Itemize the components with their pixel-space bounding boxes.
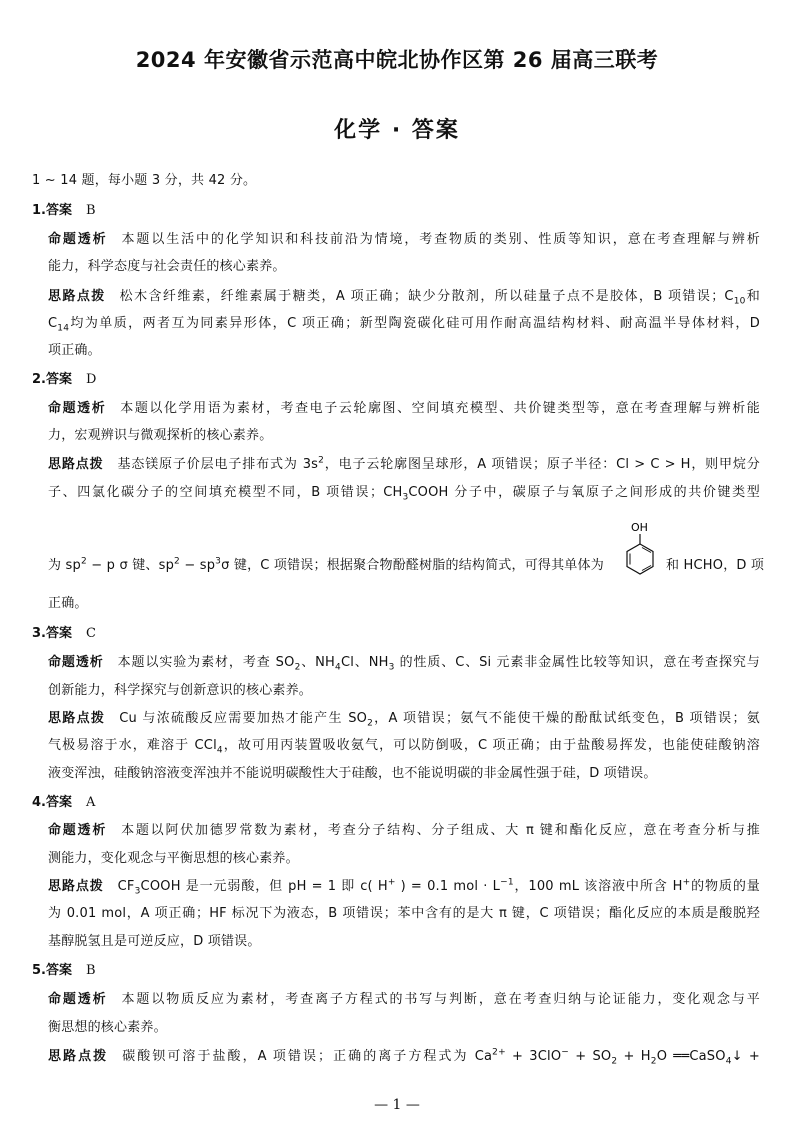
q4-answer-value: A xyxy=(86,795,96,810)
q5-hint-label: 思路点拨 xyxy=(48,1049,109,1064)
q1-hint-line-3: 项正确。 xyxy=(48,343,101,358)
q1-analysis-line-1: 命题透析 本题以生活中的化学知识和科技前沿为情境，考查物质的类别、性质等知识，意在考查理解与辨析 xyxy=(48,232,760,247)
q4-hint-line-3: 基醇脱氢且是可逆反应，D 项错误。 xyxy=(48,934,261,949)
q2-hint-line-3-tail: 和 HCHO，D 项 xyxy=(666,558,765,573)
q3-answer xyxy=(32,625,96,643)
q4-analysis-line-1: 命题透析 本题以阿伏加德罗常数为素材，考查分子结构、分子组成、大 π 键和酯化反应，意在考查分析与推 xyxy=(48,823,760,838)
q2-answer-value: D xyxy=(86,372,97,387)
q4-hint-line-1: 思路点拨 $CF_3COOH$ 是一元弱酸，但 pH = 1 即 c( H+ ) = 0.1 mol · $L^{-1}$，100 mL 该溶液中所含 H+的物质的量 xyxy=(48,877,760,897)
q5-hint-line-1: 思路点拨 碳酸钡可溶于盐酸，A 项错误；正确的离子方程式为 $Ca^{2+} + 3ClO^- + SO_2 + H_2O$ ══CaSO$_4$↓ + xyxy=(48,1047,760,1067)
q1-hint-line-2: $C_{14}$均为单质，两者互为同素异形体，C 项正确；新型陶瓷碳化硅可用作耐高温结构材料、耐高温半导体材料，D xyxy=(48,316,760,334)
page-subtitle: 化学 · 答案 xyxy=(334,118,460,143)
q2-hint-label: 思路点拨 xyxy=(48,457,104,472)
q1-answer xyxy=(32,202,96,220)
q3-hint-line-3: 液变浑浊，硅酸钠溶液变浑浊并不能说明碳酸性大于硅酸，也不能说明碳的非金属性强于硅，D 项错误。 xyxy=(48,766,657,781)
q4-answer-label: 答案 xyxy=(45,795,72,810)
q3-analysis-line-1: 命题透析 本题以实验为素材，考查 $SO_2$、$NH_4Cl$、$NH_3$ 的性质、C、Si 元素非金属性比较等知识，意在考查探究与 xyxy=(48,655,760,673)
q1-answer-label: 答案 xyxy=(45,203,72,218)
q4-hint-line-2: 为 0.01 mol，A 项正确；HF 标况下为液态，B 项错误；苯中含有的是大 π 键，C 项错误；酯化反应的本质是酸脱羟 xyxy=(48,906,760,921)
q2-answer-label: 答案 xyxy=(45,372,72,387)
q4-analysis-line-2: 测能力，变化观念与平衡思想的核心素养。 xyxy=(48,851,299,866)
q4-hint-label: 思路点拨 xyxy=(48,879,104,894)
q2-hint-line-3: 为 $sp^2 - p$ σ 键、$sp^2 - sp^3\sigma$ 键，C 项错误；根据聚合物酚醛树脂的结构简式，可得其单体为 xyxy=(48,556,604,573)
q4-answer xyxy=(32,794,95,812)
q5-answer-label: 答案 xyxy=(45,963,72,978)
page-title: 2024 年安徽省示范高中皖北协作区第 26 届高三联考 xyxy=(135,48,659,72)
q1-answer-value: B xyxy=(86,203,96,218)
q2-analysis-line-1: 命题透析 本题以化学用语为素材，考查电子云轮廓图、空间填充模型、共价键类型等，意在考查理解与辨析能 xyxy=(48,401,760,416)
q3-hint-line-1: 思路点拨 Cu 与浓硫酸反应需要加热才能产生 $SO_2$，A 项错误；氨气不能使干燥的酚酞试纸变色，B 项错误；氨 xyxy=(48,711,760,729)
q3-hint-label: 思路点拨 xyxy=(48,711,106,726)
intro-line: 1 ~ 14 题，每小题 3 分，共 42 分。 xyxy=(32,173,257,188)
q4-analysis-label: 命题透析 xyxy=(48,823,108,838)
q5-number: 5. xyxy=(32,963,46,978)
q3-hint-line-2: 气极易溶于水，难溶于 CCl$_4$，故可用丙装置吸收氨气，可以防倒吸，C 项正确；由于盐酸易挥发，也能使硅酸钠溶 xyxy=(48,738,761,756)
q3-answer-label: 答案 xyxy=(45,626,72,641)
q1-hint-label: 思路点拨 xyxy=(48,289,106,304)
q2-hint-line-1: 思路点拨 基态镁原子价层电子排布式为 $3s^2$，电子云轮廓图呈球形，A 项错误；原子半径：Cl > C > H，则甲烷分 xyxy=(48,455,760,472)
q5-answer xyxy=(32,962,96,980)
q2-number: 2. xyxy=(32,372,46,387)
q2-hint-line-2: 子、四氯化碳分子的空间填充模型不同，B 项错误；$CH_3COOH$ 分子中，碳原子与氧原子之间形成的共价键类型 xyxy=(48,485,760,503)
q3-analysis-label: 命题透析 xyxy=(48,655,104,670)
q2-analysis-label: 命题透析 xyxy=(48,401,107,416)
q3-answer-value: C xyxy=(86,626,96,641)
q2-analysis-line-2: 力，宏观辨识与微观探析的核心素养。 xyxy=(48,428,273,443)
q5-answer-value: B xyxy=(86,963,96,978)
q5-analysis-line-2: 衡思想的核心素养。 xyxy=(48,1020,167,1035)
q5-analysis-label: 命题透析 xyxy=(48,992,108,1007)
q4-number: 4. xyxy=(32,795,46,810)
q1-analysis-line-2: 能力，科学态度与社会责任的核心素养。 xyxy=(48,259,286,274)
q2-answer xyxy=(32,371,96,389)
q3-number: 3. xyxy=(32,626,46,641)
q1-number: 1. xyxy=(32,203,46,218)
q2-hint-line-4: 正确。 xyxy=(48,596,88,611)
phenol-oh-label: OH xyxy=(631,521,648,534)
page-number: — 1 — xyxy=(374,1097,420,1113)
q1-hint-line-1: 思路点拨 松木含纤维素，纤维素属于糖类，A 项正确；缺少分散剂，所以硅量子点不是胶体，B 项错误；$C_{10}$和 xyxy=(48,289,760,307)
q5-analysis-line-1: 命题透析 本题以物质反应为素材，考查离子方程式的书写与判断，意在考查归纳与论证能力，变化观念与平 xyxy=(48,992,760,1007)
q1-analysis-label: 命题透析 xyxy=(48,232,108,247)
q3-analysis-line-2: 创新能力，科学探究与创新意识的核心素养。 xyxy=(48,683,313,698)
phenol-structure-icon xyxy=(622,520,658,582)
